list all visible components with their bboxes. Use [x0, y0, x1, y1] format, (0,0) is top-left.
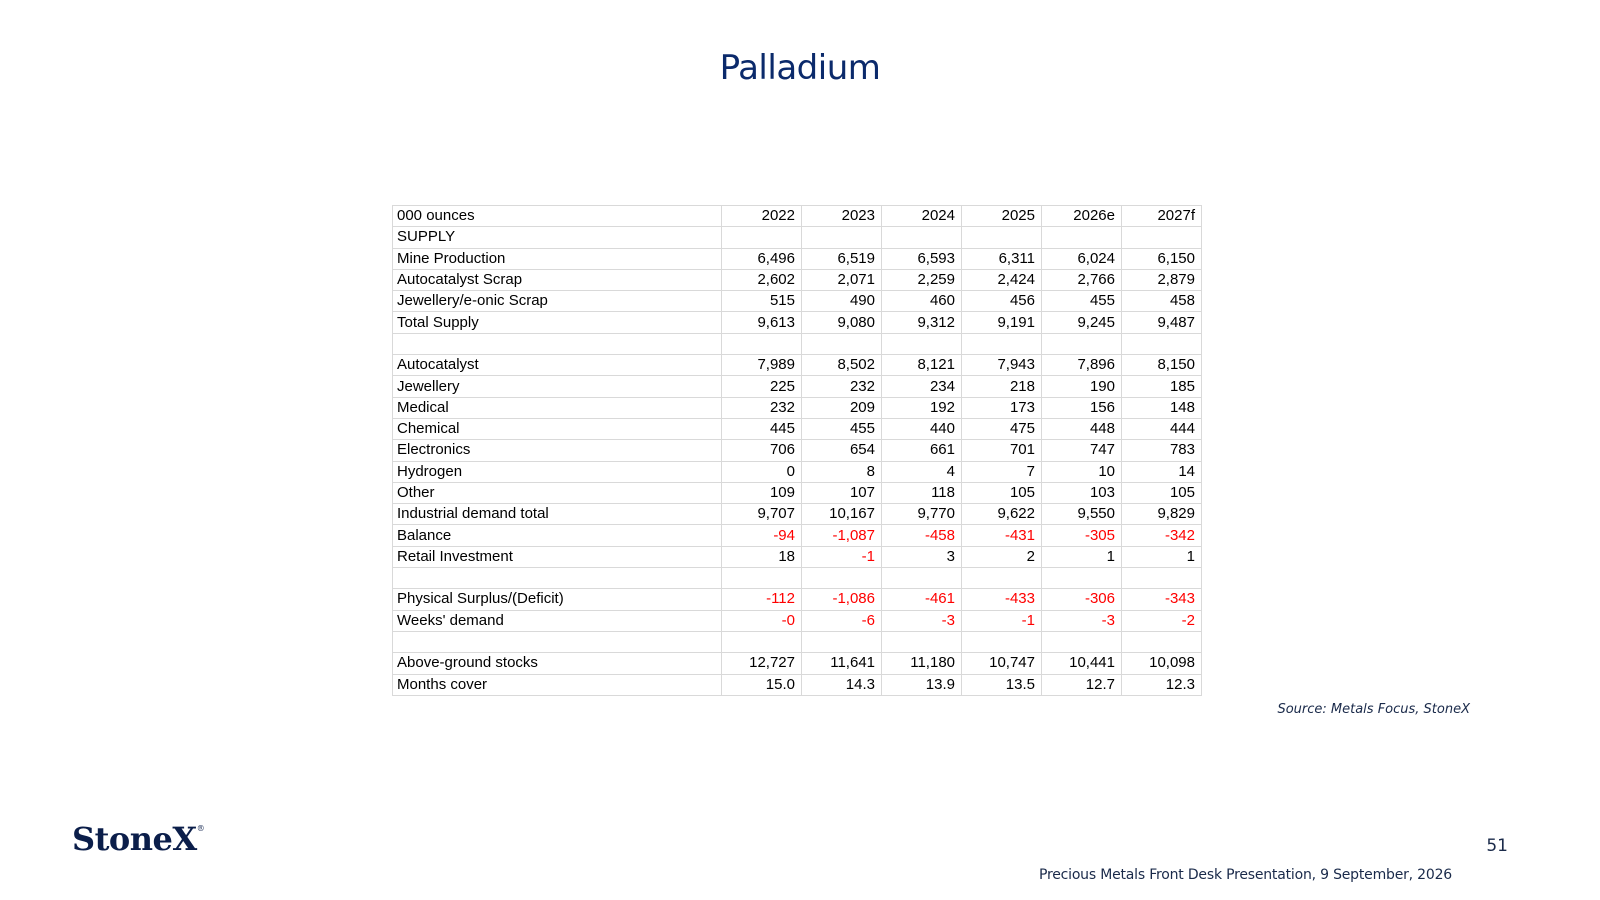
header-year-cell: 2025 — [962, 206, 1042, 227]
value-cell: 8 — [802, 461, 882, 482]
value-cell — [1042, 227, 1122, 248]
value-cell — [1042, 568, 1122, 589]
value-cell: 118 — [882, 482, 962, 503]
value-cell: 10,747 — [962, 653, 1042, 674]
value-cell: 7,896 — [1042, 355, 1122, 376]
value-cell: 8,502 — [802, 355, 882, 376]
value-cell: 11,641 — [802, 653, 882, 674]
value-cell: -112 — [722, 589, 802, 610]
value-cell: 2,879 — [1122, 269, 1202, 290]
value-cell — [722, 568, 802, 589]
table-row — [393, 504, 1202, 525]
value-cell: 2,071 — [802, 269, 882, 290]
value-cell: -1,086 — [802, 589, 882, 610]
page-title: Palladium — [719, 48, 881, 88]
table-row — [393, 631, 1202, 652]
value-cell — [1122, 631, 1202, 652]
value-cell: 9,245 — [1042, 312, 1122, 333]
row-label-cell: Medical — [393, 397, 722, 418]
value-cell: 18 — [722, 546, 802, 567]
value-cell — [802, 568, 882, 589]
value-cell: 4 — [882, 461, 962, 482]
source-note: Source: Metals Focus, StoneX — [1277, 702, 1470, 717]
header-year-cell: 2026e — [1042, 206, 1122, 227]
table-row — [393, 610, 1202, 631]
value-cell: 148 — [1122, 397, 1202, 418]
value-cell: 2,766 — [1042, 269, 1122, 290]
value-cell: 8,121 — [882, 355, 962, 376]
value-cell: -1 — [962, 610, 1042, 631]
value-cell: -306 — [1042, 589, 1122, 610]
value-cell: 6,311 — [962, 248, 1042, 269]
value-cell — [882, 333, 962, 354]
value-cell: -2 — [1122, 610, 1202, 631]
value-cell: -342 — [1122, 525, 1202, 546]
value-cell: 475 — [962, 418, 1042, 439]
table-row — [393, 568, 1202, 589]
row-label-cell: Industrial demand total — [393, 504, 722, 525]
value-cell: 445 — [722, 418, 802, 439]
value-cell: 6,496 — [722, 248, 802, 269]
value-cell: -433 — [962, 589, 1042, 610]
row-label-cell: Chemical — [393, 418, 722, 439]
table-row — [393, 525, 1202, 546]
value-cell: 661 — [882, 440, 962, 461]
row-label-cell: Months cover — [393, 674, 722, 695]
value-cell: -1 — [802, 546, 882, 567]
value-cell: 6,024 — [1042, 248, 1122, 269]
value-cell: 7 — [962, 461, 1042, 482]
value-cell: 2,259 — [882, 269, 962, 290]
table-row — [393, 589, 1202, 610]
footer-text: Precious Metals Front Desk Presentation, 9 September, 2026 — [1038, 867, 1452, 883]
header-label-cell: 000 ounces — [393, 206, 722, 227]
value-cell: 10,098 — [1122, 653, 1202, 674]
value-cell: 440 — [882, 418, 962, 439]
value-cell: 2 — [962, 546, 1042, 567]
row-label-cell: Total Supply — [393, 312, 722, 333]
value-cell — [1122, 568, 1202, 589]
row-label-cell: Jewellery/e-onic Scrap — [393, 291, 722, 312]
row-label-cell: Electronics — [393, 440, 722, 461]
value-cell: 9,613 — [722, 312, 802, 333]
table-row — [393, 653, 1202, 674]
value-cell: 7,989 — [722, 355, 802, 376]
value-cell: 1 — [1122, 546, 1202, 567]
row-label-cell: Hydrogen — [393, 461, 722, 482]
value-cell: 10 — [1042, 461, 1122, 482]
value-cell — [722, 227, 802, 248]
table-row — [393, 546, 1202, 567]
value-cell — [962, 631, 1042, 652]
value-cell: 190 — [1042, 376, 1122, 397]
value-cell: 0 — [722, 461, 802, 482]
row-label-cell — [393, 568, 722, 589]
value-cell — [882, 568, 962, 589]
value-cell — [962, 333, 1042, 354]
value-cell: 783 — [1122, 440, 1202, 461]
value-cell: -6 — [802, 610, 882, 631]
value-cell: 9,487 — [1122, 312, 1202, 333]
header-year-cell: 2024 — [882, 206, 962, 227]
value-cell: -3 — [882, 610, 962, 631]
row-label-cell — [393, 631, 722, 652]
table-row — [393, 355, 1202, 376]
value-cell: 706 — [722, 440, 802, 461]
value-cell: 9,550 — [1042, 504, 1122, 525]
value-cell: 455 — [1042, 291, 1122, 312]
value-cell: 232 — [802, 376, 882, 397]
value-cell: 9,080 — [802, 312, 882, 333]
value-cell: 107 — [802, 482, 882, 503]
palladium-balance-table — [392, 205, 1202, 696]
value-cell: 460 — [882, 291, 962, 312]
value-cell: 1 — [1042, 546, 1122, 567]
table-row — [393, 227, 1202, 248]
table-row — [393, 269, 1202, 290]
value-cell — [882, 227, 962, 248]
value-cell: 455 — [802, 418, 882, 439]
page-number: 51 — [1486, 836, 1508, 856]
value-cell: 209 — [802, 397, 882, 418]
row-label-cell: SUPPLY — [393, 227, 722, 248]
row-label-cell: Autocatalyst Scrap — [393, 269, 722, 290]
value-cell — [802, 631, 882, 652]
table-row — [393, 440, 1202, 461]
value-cell: -1,087 — [802, 525, 882, 546]
value-cell: -343 — [1122, 589, 1202, 610]
value-cell — [962, 568, 1042, 589]
value-cell: 15.0 — [722, 674, 802, 695]
header-year-cell: 2022 — [722, 206, 802, 227]
value-cell: 2,602 — [722, 269, 802, 290]
value-cell: -305 — [1042, 525, 1122, 546]
value-cell — [722, 333, 802, 354]
row-label-cell: Retail Investment — [393, 546, 722, 567]
table-row — [393, 418, 1202, 439]
value-cell: 218 — [962, 376, 1042, 397]
value-cell: 6,519 — [802, 248, 882, 269]
value-cell: 103 — [1042, 482, 1122, 503]
header-year-cell: 2027f — [1122, 206, 1202, 227]
value-cell: 3 — [882, 546, 962, 567]
value-cell: 173 — [962, 397, 1042, 418]
stonex-logo — [72, 820, 204, 858]
table-row — [393, 312, 1202, 333]
value-cell: 7,943 — [962, 355, 1042, 376]
value-cell: -431 — [962, 525, 1042, 546]
value-cell: 13.5 — [962, 674, 1042, 695]
value-cell — [802, 333, 882, 354]
value-cell: 105 — [962, 482, 1042, 503]
value-cell: 109 — [722, 482, 802, 503]
table-header-row — [393, 206, 1202, 227]
value-cell: 14.3 — [802, 674, 882, 695]
value-cell: 701 — [962, 440, 1042, 461]
value-cell — [1122, 333, 1202, 354]
row-label-cell: Other — [393, 482, 722, 503]
logo-text: StoneX — [72, 820, 197, 858]
row-label-cell: Balance — [393, 525, 722, 546]
table-row — [393, 674, 1202, 695]
table-row — [393, 482, 1202, 503]
value-cell: 2,424 — [962, 269, 1042, 290]
value-cell: 6,593 — [882, 248, 962, 269]
value-cell: 14 — [1122, 461, 1202, 482]
value-cell: 747 — [1042, 440, 1122, 461]
value-cell: 9,622 — [962, 504, 1042, 525]
value-cell: 448 — [1042, 418, 1122, 439]
table-body — [393, 206, 1202, 696]
value-cell — [802, 227, 882, 248]
row-label-cell: Autocatalyst — [393, 355, 722, 376]
value-cell: -94 — [722, 525, 802, 546]
value-cell — [1042, 631, 1122, 652]
value-cell — [722, 631, 802, 652]
value-cell: -3 — [1042, 610, 1122, 631]
value-cell: 8,150 — [1122, 355, 1202, 376]
value-cell: -458 — [882, 525, 962, 546]
value-cell: 456 — [962, 291, 1042, 312]
value-cell: 9,191 — [962, 312, 1042, 333]
value-cell: 10,441 — [1042, 653, 1122, 674]
value-cell — [882, 631, 962, 652]
row-label-cell: Mine Production — [393, 248, 722, 269]
header-year-cell: 2023 — [802, 206, 882, 227]
table-row — [393, 291, 1202, 312]
table-row — [393, 376, 1202, 397]
value-cell: 105 — [1122, 482, 1202, 503]
value-cell: 12,727 — [722, 653, 802, 674]
row-label-cell: Physical Surplus/(Deficit) — [393, 589, 722, 610]
value-cell: 9,312 — [882, 312, 962, 333]
value-cell: 458 — [1122, 291, 1202, 312]
value-cell: 9,707 — [722, 504, 802, 525]
value-cell: 444 — [1122, 418, 1202, 439]
value-cell: 9,829 — [1122, 504, 1202, 525]
value-cell: 6,150 — [1122, 248, 1202, 269]
value-cell: -461 — [882, 589, 962, 610]
row-label-cell: Jewellery — [393, 376, 722, 397]
value-cell: 232 — [722, 397, 802, 418]
value-cell: 185 — [1122, 376, 1202, 397]
value-cell: 192 — [882, 397, 962, 418]
registered-mark: ® — [196, 824, 205, 833]
value-cell — [1042, 333, 1122, 354]
value-cell: 13.9 — [882, 674, 962, 695]
value-cell: 225 — [722, 376, 802, 397]
table-row — [393, 397, 1202, 418]
value-cell: 156 — [1042, 397, 1122, 418]
value-cell: 490 — [802, 291, 882, 312]
value-cell: 515 — [722, 291, 802, 312]
value-cell: -0 — [722, 610, 802, 631]
row-label-cell: Weeks' demand — [393, 610, 722, 631]
value-cell: 12.3 — [1122, 674, 1202, 695]
value-cell: 12.7 — [1042, 674, 1122, 695]
value-cell — [962, 227, 1042, 248]
value-cell — [1122, 227, 1202, 248]
value-cell: 9,770 — [882, 504, 962, 525]
value-cell: 654 — [802, 440, 882, 461]
table-row — [393, 248, 1202, 269]
value-cell: 234 — [882, 376, 962, 397]
row-label-cell — [393, 333, 722, 354]
table-row — [393, 461, 1202, 482]
value-cell: 11,180 — [882, 653, 962, 674]
row-label-cell: Above-ground stocks — [393, 653, 722, 674]
table-row — [393, 333, 1202, 354]
value-cell: 10,167 — [802, 504, 882, 525]
